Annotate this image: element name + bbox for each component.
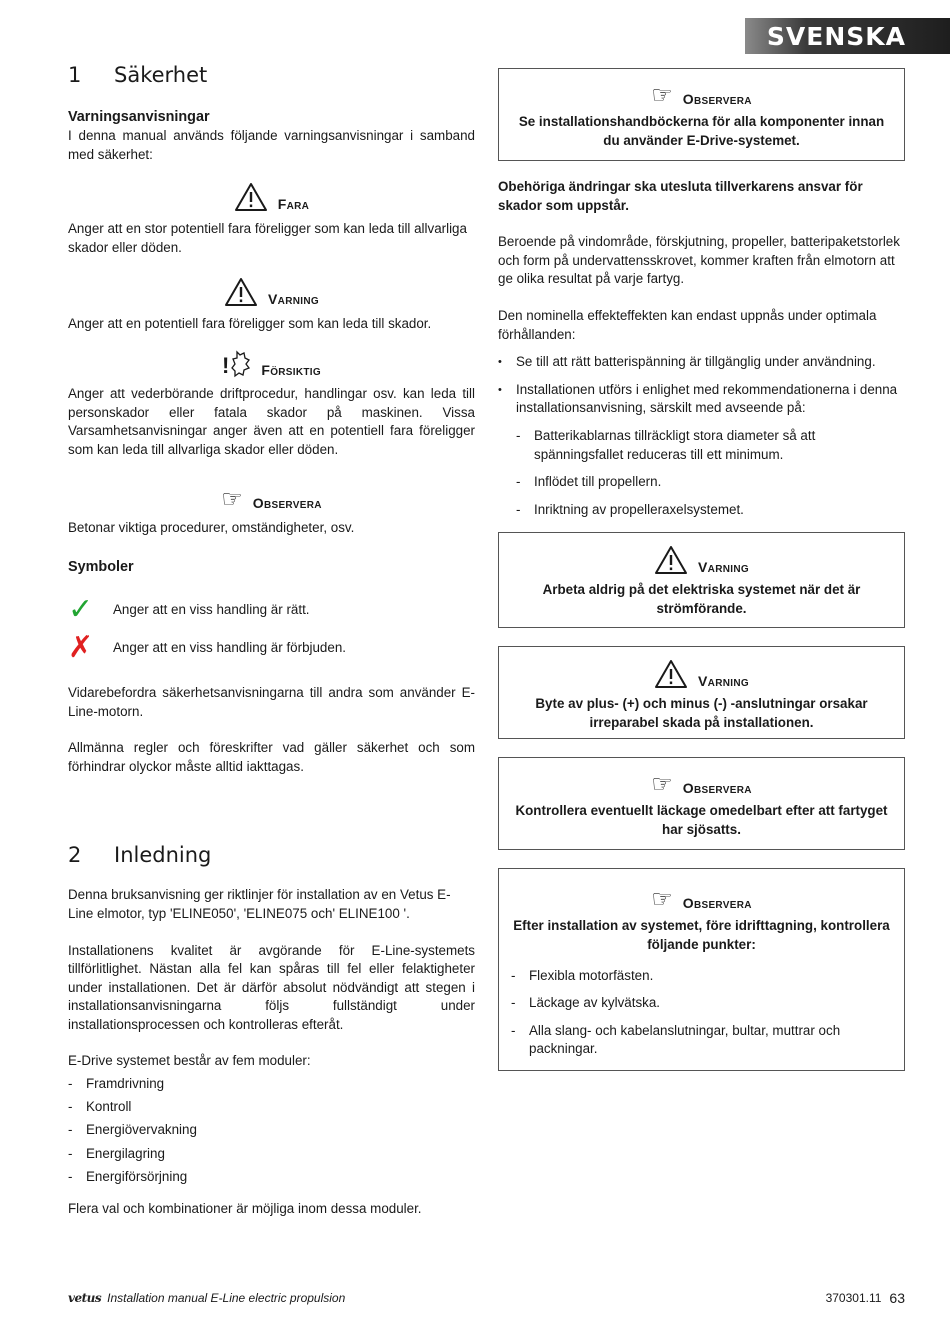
warnings-intro: I denna manual används följande varningsanvisningar i samband med säkerhet:: [68, 128, 475, 162]
warning-triangle-icon: [234, 182, 268, 212]
pointing-hand-icon: ☞: [221, 485, 243, 514]
checklist: [511, 967, 892, 1059]
symbols-heading: Symboler: [68, 558, 134, 575]
nominal-text: Den nominella effekteffekten kan endast uppnås under optimala förhållanden:: [498, 307, 877, 342]
varning-signal: [68, 277, 475, 307]
left-column: [68, 60, 475, 1219]
list-item: - Energilagring: [68, 1145, 475, 1164]
warning-triangle-icon: [224, 277, 258, 307]
varning-label: Varning: [268, 291, 319, 308]
subitems-list: [498, 427, 905, 519]
observera-label: Observera: [252, 495, 322, 512]
intro-p3: E-Drive systemet består av fem moduler:: [68, 1053, 311, 1069]
list-item: - Inflödet till propellern.: [516, 473, 905, 492]
observera-signal: [68, 481, 475, 514]
fara-text: Anger att en stor potentiell fara föreligger som kan leda till allvarliga skador eller döden.: [68, 221, 467, 255]
intro-p4: Flera val och kombinationer är möjliga inom dessa moduler.: [68, 1201, 422, 1217]
footer-title: Installation manual E-Line electric propulsion: [107, 1290, 346, 1305]
list-item: - Inriktning av propelleraxelsystemet.: [516, 501, 905, 520]
forsiktig-signal: [68, 348, 475, 378]
vetus-logo: vetus: [68, 1290, 102, 1305]
liability-text: Obehöriga ändringar ska utesluta tillverkarens ansvar för skador som uppstår.: [498, 179, 863, 213]
cross-icon: ✗: [68, 629, 94, 665]
forward-text: Vidarebefordra säkerhetsanvisningarna till andra som använder E-Line-motorn.: [68, 684, 475, 719]
pointing-hand-icon: ☞: [651, 770, 673, 799]
page-footer: [68, 1288, 905, 1308]
pointing-hand-icon: ☞: [651, 81, 673, 109]
section-1-heading: 1 Säkerhet: [68, 63, 208, 87]
list-item: - Alla slang- och kabelanslutningar, bultar, muttrar och packningar.: [511, 1022, 892, 1059]
observera-text: Betonar viktiga procedurer, omständigheter, osv.: [68, 520, 355, 536]
warnings-subheading: Varningsanvisningar: [68, 109, 210, 125]
symbol-right-row: [68, 591, 475, 629]
section-2-heading: 2 Inledning: [68, 843, 212, 868]
caution-icon: !: [222, 350, 251, 378]
warning-triangle-icon: [654, 545, 688, 575]
observera-box-1: ☞ Observera Se installationshandböckerna för alla komponenter innan du använder E-Drive-systemet.: [498, 68, 905, 161]
page-number: 63: [889, 1289, 905, 1306]
list-item: • Installationen utförs i enlighet med rekommendationerna i denna installationsanvisning, särskilt med avseende på:: [498, 381, 905, 418]
observera-box-3: ☞ Observera Efter installation av systemet, före idrifttagning, kontrollera följande punkter: - Flexibla motorfästen. - Läckage av kylvätska. - Alla slang- och kabelanslutningar, bultar, muttrar och packningar.: [498, 868, 905, 1071]
intro-p1: Denna bruksanvisning ger riktlinjer för installation av en Vetus E-Line elmotor, typ 'ELINE050', 'ELINE075 och' ELINE100 '.: [68, 887, 451, 921]
box-3-text: Byte av plus- (+) och minus (-) -anslutningar orsakar irreparabel skada på installationen.: [535, 696, 868, 730]
check-icon: ✓: [68, 591, 94, 627]
box-4-text: Kontrollera eventuellt läckage omedelbart efter att fartyget har sjösatts.: [515, 803, 888, 837]
list-item: - Framdrivning: [68, 1075, 475, 1094]
right-column: [498, 68, 905, 1071]
performance-text: Beroende på vindområde, förskjutning, propeller, batteripaketstorlek och form på undervattensskrovet, kommer kraften från elmotorn att ge olika resultat på varje fartyg.: [498, 234, 900, 287]
observera-box-2: ☞ Observera Kontrollera eventuellt läckage omedelbart efter att fartyget har sjösatts.: [498, 757, 905, 850]
pointing-hand-icon: ☞: [651, 885, 673, 914]
warning-triangle-icon: [654, 659, 688, 689]
varning-box-2: Varning Byte av plus- (+) och minus (-) -anslutningar orsakar irreparabel skada på installationen.: [498, 646, 905, 739]
list-item: • Se till att rätt batterispänning är tillgänglig under användning.: [498, 353, 905, 372]
rules-text: Allmänna regler och föreskrifter vad gäller säkerhet och som förhindrar olyckor måste alltid iakttagas.: [68, 740, 475, 774]
symbol-wrong-row: [68, 629, 475, 667]
symbol-wrong-text: Anger att en viss handling är förbjuden.: [113, 639, 346, 655]
intro-p2: Installationens kvalitet är avgörande för E-Line-systemets tillförlitlighet. Nästan alla fel kan spåras till fel eller felaktigheter under installationen. Det är därför absolut nödvändigt att stegen i installationsanvisningarna följs fullständigt under installationsprocessen och kontrolleras efteråt.: [68, 942, 475, 1032]
forsiktig-label: Försiktig: [261, 361, 321, 378]
conditions-list: [498, 353, 905, 418]
list-item: - Flexibla motorfästen.: [511, 967, 892, 986]
box-5-text: Efter installation av systemet, före idrifttagning, kontrollera följande punkter:: [513, 918, 890, 952]
list-item: - Energiförsörjning: [68, 1168, 475, 1187]
fara-signal: [68, 182, 475, 212]
box-2-text: Arbeta aldrig på det elektriska systemet när det är strömförande.: [542, 582, 861, 616]
box-1-text: Se installationshandböckerna för alla komponenter innan du använder E-Drive-systemet.: [518, 114, 885, 148]
varning-box-1: Varning Arbeta aldrig på det elektriska systemet när det är strömförande.: [498, 532, 905, 628]
list-item: - Batterikablarnas tillräckligt stora diameter så att spänningsfallet reduceras till ett minimum.: [516, 427, 905, 464]
symbol-right-text: Anger att en viss handling är rätt.: [113, 601, 310, 617]
forsiktig-text: Anger att vederbörande driftprocedur, handlingar osv. kan leda till personskador eller fatala skador på maskinen. Vissa Varsamhetsanvisningar anger även att en potentiell fara föreligger som kan leda till allvarliga skador eller döden.: [68, 385, 475, 457]
list-item: - Kontroll: [68, 1098, 475, 1117]
modules-list: [68, 1075, 475, 1186]
list-item: - Energiövervakning: [68, 1121, 475, 1140]
doc-number: 370301.11: [825, 1290, 882, 1305]
list-item: - Läckage av kylvätska.: [511, 994, 892, 1013]
varning-text: Anger att en potentiell fara föreligger som kan leda till skador.: [68, 316, 432, 332]
language-tab: SVENSKA: [745, 18, 950, 54]
fara-label: Fara: [277, 196, 310, 213]
